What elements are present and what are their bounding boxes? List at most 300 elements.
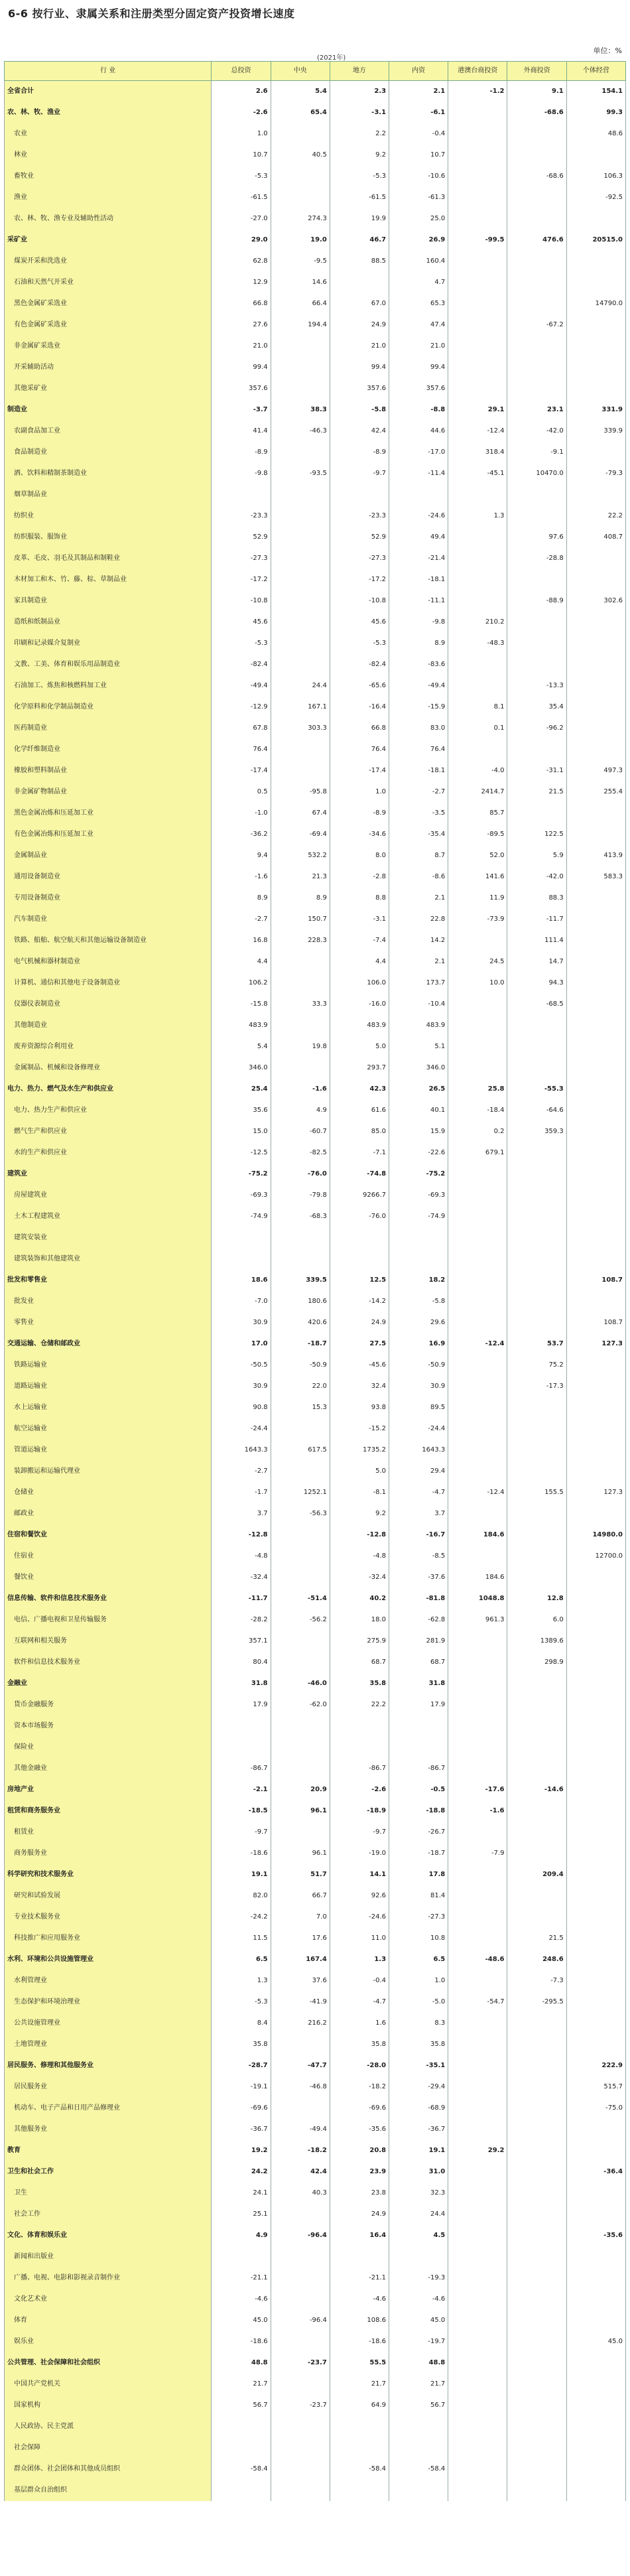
row-value: 99.4 [330,357,389,378]
row-value [566,2416,625,2437]
row-value: 4.5 [389,2225,448,2246]
row-value [507,1164,566,1185]
table-row [5,1970,626,1992]
row-value: 357.6 [389,378,448,399]
row-value: -45.1 [448,463,507,484]
row-value: 20515.0 [566,230,625,251]
row-value: -16.7 [389,1525,448,1546]
row-value [566,2034,625,2055]
row-value: -76.0 [271,1164,330,1185]
row-value: -17.2 [330,569,389,590]
table-row [5,1312,626,1333]
row-value: 617.5 [271,1440,330,1461]
row-value: 10.7 [212,145,271,166]
row-value: -4.8 [330,1546,389,1567]
page-title: 6-6 按行业、隶属关系和注册类型分固定资产投资增长速度 [8,7,295,20]
row-value: -3.1 [330,909,389,930]
row-value: 42.4 [330,421,389,442]
row-value: -82.4 [330,654,389,675]
row-value [212,1716,271,1737]
row-label: 非金属矿物制品业 [5,781,212,803]
row-value [566,548,625,569]
row-value: -28.7 [212,2055,271,2076]
row-value: 31.8 [212,1673,271,1694]
table-row [5,1057,626,1079]
row-value: 11.9 [448,888,507,909]
row-value: 97.6 [507,527,566,548]
row-label: 水利、环境和公共设施管理业 [5,1949,212,1970]
row-value: -27.3 [212,548,271,569]
row-value [271,506,330,527]
row-value [566,1673,625,1694]
row-value [566,378,625,399]
row-label: 土地管理业 [5,2034,212,2055]
row-value: 46.7 [330,230,389,251]
row-value [448,590,507,612]
row-label: 管道运输业 [5,1440,212,1461]
row-value: 94.3 [507,973,566,994]
row-value: 24.4 [271,675,330,697]
row-value [271,2459,330,2480]
row-value: -23.3 [212,506,271,527]
table-body [5,81,626,2502]
row-value [448,1758,507,1779]
row-value: -1.6 [448,1800,507,1822]
row-value [330,1227,389,1249]
table-row [5,866,626,888]
row-value [271,760,330,781]
row-value: 2.1 [389,951,448,973]
table-row [5,803,626,824]
row-value [448,102,507,123]
row-value [271,442,330,463]
table-row [5,463,626,484]
row-value: -60.7 [271,1121,330,1142]
row-value: 6.5 [212,1949,271,1970]
row-value: 19.1 [212,1864,271,1885]
row-value: 21.5 [507,1928,566,1949]
row-label: 电信、广播电视和卫星传输服务 [5,1609,212,1631]
row-value: -74.9 [212,1206,271,1227]
row-value [271,378,330,399]
row-value: 37.6 [271,1970,330,1992]
row-value: 248.6 [507,1949,566,1970]
row-value: 8.0 [330,845,389,866]
row-value [566,2395,625,2416]
row-value [566,973,625,994]
row-value [271,484,330,506]
row-value [507,612,566,633]
row-label: 木材加工和木、竹、藤、棕、草制品业 [5,569,212,590]
row-value: 17.9 [212,1694,271,1716]
row-value [566,1164,625,1185]
row-value: -27.3 [330,548,389,569]
row-value: -4.6 [389,2289,448,2310]
row-label: 水利管理业 [5,1970,212,1992]
row-value: -58.4 [212,2459,271,2480]
row-value [507,1503,566,1525]
row-value: 35.8 [330,2034,389,2055]
row-value [566,739,625,760]
row-value [271,739,330,760]
row-value: -96.2 [507,718,566,739]
row-value [507,2331,566,2352]
row-value [566,1800,625,1822]
row-value: 21.3 [271,866,330,888]
row-value: 21.0 [212,336,271,357]
row-value [448,930,507,951]
row-value: -46.0 [271,1673,330,1694]
row-value: 2414.7 [448,781,507,803]
row-value: 4.9 [271,1100,330,1121]
row-value: 66.4 [271,293,330,314]
row-value: -2.7 [212,1461,271,1482]
table-row [5,569,626,590]
row-value: 4.4 [212,951,271,973]
row-value: -81.8 [389,1588,448,1609]
row-value [271,2268,330,2289]
row-value: -89.5 [448,824,507,845]
row-value [448,1057,507,1079]
row-value: 61.6 [330,1100,389,1121]
row-value: -8.9 [212,442,271,463]
row-value: -96.4 [271,2225,330,2246]
row-value: 44.6 [389,421,448,442]
row-value: -75.2 [212,1164,271,1185]
row-value: 1735.2 [330,1440,389,1461]
row-value [448,2459,507,2480]
row-value: -7.1 [330,1142,389,1164]
row-value: 22.8 [389,909,448,930]
row-value [212,484,271,506]
table-row [5,1631,626,1652]
row-value: 8.7 [389,845,448,866]
row-value: 9.4 [212,845,271,866]
row-value [507,1291,566,1312]
row-value: -61.5 [330,187,389,208]
row-value: 12700.0 [566,1546,625,1567]
row-value: 24.5 [448,951,507,973]
table-row [5,1758,626,1779]
row-value [271,1567,330,1588]
row-value: -47.7 [271,2055,330,2076]
row-value: 52.0 [448,845,507,866]
row-value: -18.1 [389,569,448,590]
row-value: -32.4 [330,1567,389,1588]
row-value: -3.7 [212,399,271,421]
row-value [566,336,625,357]
row-value: -62.8 [389,1609,448,1631]
row-label: 仪器仪表制造业 [5,994,212,1015]
row-value: 1.3 [212,1970,271,1992]
row-value: 66.7 [271,1885,330,1907]
table-row [5,1185,626,1206]
row-value [271,2246,330,2268]
row-value [566,357,625,378]
row-value [330,484,389,506]
row-value [448,2310,507,2331]
row-value [507,1440,566,1461]
row-label: 其他采矿业 [5,378,212,399]
row-value: 108.7 [566,1312,625,1333]
row-value [507,2310,566,2331]
row-value [507,2034,566,2055]
table-row [5,1652,626,1673]
row-label: 汽车制造业 [5,909,212,930]
row-value: 216.2 [271,2013,330,2034]
row-value: -68.6 [507,102,566,123]
table-row [5,1567,626,1588]
row-value [566,1121,625,1142]
row-value: -69.6 [330,2098,389,2119]
row-value [507,2225,566,2246]
row-value: -1.6 [271,1079,330,1100]
row-value [448,2183,507,2204]
row-value: 1.0 [330,781,389,803]
row-value [507,1885,566,1907]
row-value: 2.1 [389,81,448,103]
row-value: 122.5 [507,824,566,845]
table-row [5,2055,626,2076]
row-value [566,1206,625,1227]
header-central: 中央 [271,62,330,81]
year-label: (2021年) [317,54,346,62]
row-value: 93.8 [330,1397,389,1418]
row-value: -12.5 [212,1142,271,1164]
row-value: 22.2 [566,506,625,527]
row-label: 社会工作 [5,2204,212,2225]
row-value: -46.8 [271,2076,330,2098]
row-value [566,994,625,1015]
row-value: 35.6 [212,1100,271,1121]
row-value: 281.9 [389,1631,448,1652]
row-value: -24.4 [389,1418,448,1440]
row-value: 29.1 [448,399,507,421]
row-value: 29.6 [389,1312,448,1333]
row-value: 29.2 [448,2140,507,2161]
row-value: -3.1 [330,102,389,123]
table-row [5,336,626,357]
row-value [271,1631,330,1652]
row-value [271,1057,330,1079]
row-value [507,2246,566,2268]
row-value [448,314,507,336]
row-value: -4.8 [212,1546,271,1567]
row-value [507,2161,566,2183]
row-value: 408.7 [566,527,625,548]
row-value: 298.9 [507,1652,566,1673]
row-value: -17.0 [389,442,448,463]
table-row [5,1418,626,1440]
row-value [271,1652,330,1673]
row-value [507,1694,566,1716]
row-value: 67.4 [271,803,330,824]
row-value: -6.1 [389,102,448,123]
header-domestic: 内资 [389,62,448,81]
row-value [507,1822,566,1843]
row-value [330,272,389,293]
row-value: 21.5 [507,781,566,803]
row-value [448,357,507,378]
row-value [448,1864,507,1885]
row-label: 房屋建筑业 [5,1185,212,1206]
row-value: 99.4 [389,357,448,378]
row-value: -3.5 [389,803,448,824]
table-row [5,506,626,527]
row-label: 卫生 [5,2183,212,2204]
row-value [566,272,625,293]
row-value [507,1461,566,1482]
row-label: 黑色金属矿采选业 [5,293,212,314]
row-value: -23.3 [330,506,389,527]
row-value: -28.8 [507,548,566,569]
row-value [507,1737,566,1758]
row-value: 583.3 [566,866,625,888]
row-value: 167.1 [271,697,330,718]
table-row [5,909,626,930]
row-value: 318.4 [448,442,507,463]
row-value: 25.0 [389,208,448,230]
row-value [389,1249,448,1270]
row-value: 483.9 [389,1015,448,1036]
row-value: 10.8 [389,1928,448,1949]
row-value: -58.4 [389,2459,448,2480]
table-row [5,2374,626,2395]
table-row [5,1121,626,1142]
row-value [330,2416,389,2437]
row-value [448,2416,507,2437]
row-value [448,2246,507,2268]
row-value: 89.5 [389,1397,448,1418]
row-value [507,1015,566,1036]
row-value: 25.8 [448,1079,507,1100]
row-value [507,2140,566,2161]
row-value: 1643.3 [212,1440,271,1461]
row-value: 45.0 [566,2331,625,2352]
row-value [566,675,625,697]
row-value [566,1588,625,1609]
row-value: -12.8 [330,1525,389,1546]
row-value: 64.9 [330,2395,389,2416]
row-value: 35.8 [212,2034,271,2055]
table-row [5,2225,626,2246]
row-value: -19.1 [212,2076,271,2098]
table-row [5,187,626,208]
row-value: 26.5 [389,1079,448,1100]
row-value [566,1057,625,1079]
row-value: 12.5 [330,1270,389,1291]
table-row [5,2352,626,2374]
table-row [5,1822,626,1843]
row-value [448,123,507,145]
row-value: 55.5 [330,2352,389,2374]
row-label: 畜牧业 [5,166,212,187]
row-value: -15.9 [389,697,448,718]
row-value [507,1418,566,1440]
row-value [271,1461,330,1482]
row-value [389,1227,448,1249]
row-value [566,1822,625,1843]
row-value: -18.9 [330,1800,389,1822]
row-value: 331.9 [566,399,625,421]
row-value: 56.7 [389,2395,448,2416]
row-value: -8.5 [389,1546,448,1567]
row-value: -22.6 [389,1142,448,1164]
row-value [566,633,625,654]
row-value [271,1249,330,1270]
row-value: 29.0 [212,230,271,251]
row-value [271,1737,330,1758]
row-value [507,208,566,230]
row-value [271,2098,330,2119]
row-value: -9.8 [389,612,448,633]
row-value [448,1291,507,1312]
row-label: 电气机械和器材制造业 [5,951,212,973]
row-value [389,1716,448,1737]
table-row [5,1333,626,1355]
row-value [448,739,507,760]
row-label: 零售业 [5,1312,212,1333]
row-value: 82.0 [212,1885,271,1907]
row-value [448,251,507,272]
row-label: 仓储业 [5,1482,212,1503]
row-label: 中国共产党机关 [5,2374,212,2395]
row-value: -26.7 [389,1822,448,1843]
table-header [5,62,626,81]
row-value [507,336,566,357]
row-value [507,2076,566,2098]
row-value: -18.6 [330,2331,389,2352]
row-value: -99.5 [448,230,507,251]
row-label: 社会保障 [5,2437,212,2459]
row-label: 铁路、船舶、航空航天和其他运输设备制造业 [5,930,212,951]
table-row [5,166,626,187]
row-value: 359.3 [507,1121,566,1142]
table-row [5,1716,626,1737]
row-value [448,2076,507,2098]
row-value [507,1716,566,1737]
row-label: 航空运输业 [5,1418,212,1440]
row-value [566,2437,625,2459]
row-value [566,2013,625,2034]
row-value [271,336,330,357]
row-value [566,1609,625,1631]
row-value [271,2289,330,2310]
table-row [5,1588,626,1609]
row-value [330,2480,389,2501]
row-value: -8.1 [330,1482,389,1503]
row-value: 30.9 [212,1312,271,1333]
table-row [5,1079,626,1100]
row-value [566,1249,625,1270]
row-value: 20.9 [271,1779,330,1800]
row-value [448,1907,507,1928]
row-label: 造纸和纸制品业 [5,612,212,633]
row-value: 111.4 [507,930,566,951]
row-value: -2.1 [212,1779,271,1800]
row-value [507,1800,566,1822]
row-value: -9.7 [330,463,389,484]
table-row [5,1779,626,1800]
row-value: 80.4 [212,1652,271,1673]
row-label: 农、林、牧、渔业 [5,102,212,123]
table-row [5,399,626,421]
table-row [5,1461,626,1482]
row-value: -24.4 [212,1418,271,1440]
row-value [389,2480,448,2501]
row-value: 19.1 [389,2140,448,2161]
row-value [507,378,566,399]
